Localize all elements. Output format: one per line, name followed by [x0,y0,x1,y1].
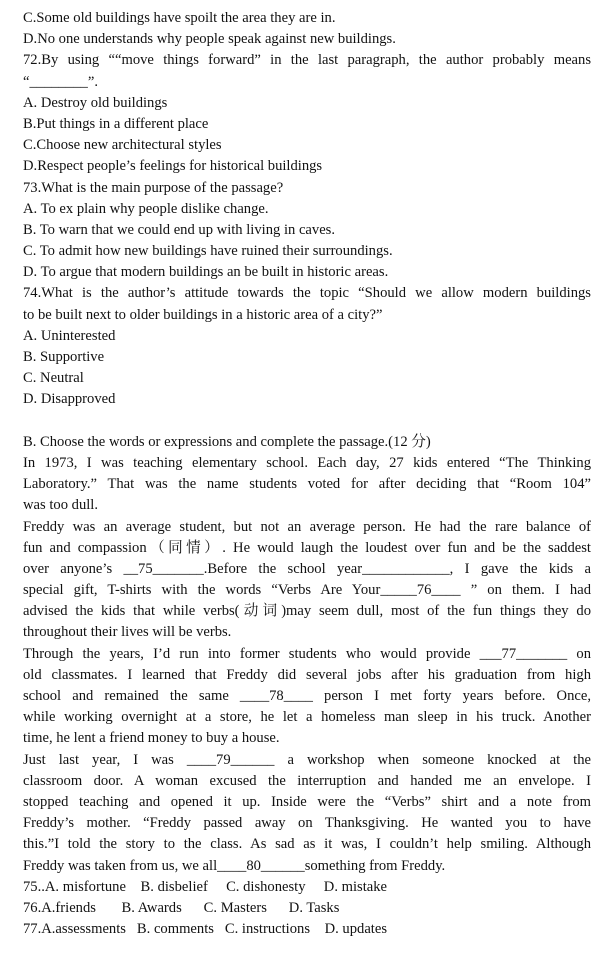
passage-paragraph-1 [23,453,591,517]
question-73 [23,178,591,284]
passage-line: Freddy’s mother. “Freddy passed away on Thanksgiving. He wanted you to have [23,815,591,832]
passage-paragraph-3 [23,644,591,750]
question-72 [23,50,591,177]
q74-stem-line-2: to be built next to older buildings in a historic area of a city?” [23,306,383,323]
passage-line: throughout their lives will be verbs. [23,624,232,641]
passage-line: this.”I told the story to the class. As sad as it was, I couldn’t help smiling. Although [23,836,591,853]
question-71-options [23,8,591,50]
q72-option-d: D.Respect people’s feelings for historical buildings [23,158,323,175]
passage-paragraph-2 [23,517,591,644]
passage-line: time, he lent a friend money to buy a house. [23,730,280,747]
passage-line: Through the years, I’d run into former students who would provide ___77_______ on [23,645,591,662]
section-b [23,432,591,877]
q74-option-d: D. Disapproved [23,391,116,408]
section-b-heading: B. Choose the words or expressions and complete the passage.(12 分) [23,433,431,450]
q74-option-c: C. Neutral [23,370,84,387]
q72-option-a: A. Destroy old buildings [23,94,168,111]
passage-line: old classmates. I learned that Freddy did several jobs after his graduation from high [23,666,591,683]
options-76: 76.A.friends B. Awards C. Masters D. Tasks [23,899,340,916]
passage-line: fun and compassion（同情）. He would laugh the loudest over fun and be the saddest [23,539,591,556]
passage-line: Just last year, I was ____79______ a workshop when someone knocked at the [23,751,591,768]
q73-option-c: C. To admit how new buildings have ruined their surroundings. [23,243,393,260]
q72-stem-line-1: 72.By using ““move things forward” in the last paragraph, the author probably means [23,52,591,69]
passage-line: In 1973, I was teaching elementary school. Each day, 27 kids entered “The Thinking [23,454,591,471]
passage-line: Freddy was an average student, but not an average person. He had the rare balance of [23,518,591,535]
q74-option-a: A. Uninterested [23,327,116,344]
passage-line: advised the kids that while verbs(动词)may seem dull, most of the fun things they do [23,603,591,620]
q74-stem-line-1: 74.What is the author’s attitude towards the topic “Should we allow modern buildings [23,285,591,302]
options-77: 77.A.assessments B. comments C. instructions D. updates [23,921,388,938]
passage-line: while working overnight at a store, he let a homeless man sleep in his truck. Another [23,709,591,726]
blank-line [23,411,591,432]
passage-line: classroom door. A woman excused the interruption and handed me an envelope. I [23,772,591,789]
q72-stem-line-2: “________”. [23,73,98,90]
passage-line: school and remained the same ____78____ person I met forty years before. Once, [23,688,591,704]
passage-line: Freddy was taken from us, we all____80______something from Freddy. [23,857,446,874]
q74-option-b: B. Supportive [23,349,105,365]
q73-stem: 73.What is the main purpose of the passage? [23,179,284,196]
options-75: 75..A. misfortune B. disbelief C. dishonesty D. mistake [23,878,388,895]
answer-options [23,877,591,941]
passage-paragraph-4 [23,750,591,877]
q72-option-b: B.Put things in a different place [23,115,209,132]
q73-option-d: D. To argue that modern buildings an be built in historic areas. [23,264,389,281]
passage-line: stopped teaching and opened it up. Inside were the “Verbs” shirt and a note from [23,793,591,810]
q71-option-d: D.No one understands why people speak against new buildings. [23,31,396,48]
passage-line: over anyone’s __75_______.Before the school year____________, I gave the kids a [23,560,591,577]
question-74 [23,283,591,410]
q73-option-a: A. To ex plain why people dislike change. [23,200,269,217]
passage-line: was too dull. [23,497,98,514]
passage-line: Laboratory.” That was the name students voted for after deciding that “Room 104” [23,476,591,493]
q72-option-c: C.Choose new architectural styles [23,137,222,154]
q71-option-c: C.Some old buildings have spoilt the area they are in. [23,10,336,26]
q73-option-b: B. To warn that we could end up with living in caves. [23,221,336,238]
passage-line: special gift, T-shirts with the words “Verbs Are Your_____76____ ” on them. I had [23,582,591,599]
